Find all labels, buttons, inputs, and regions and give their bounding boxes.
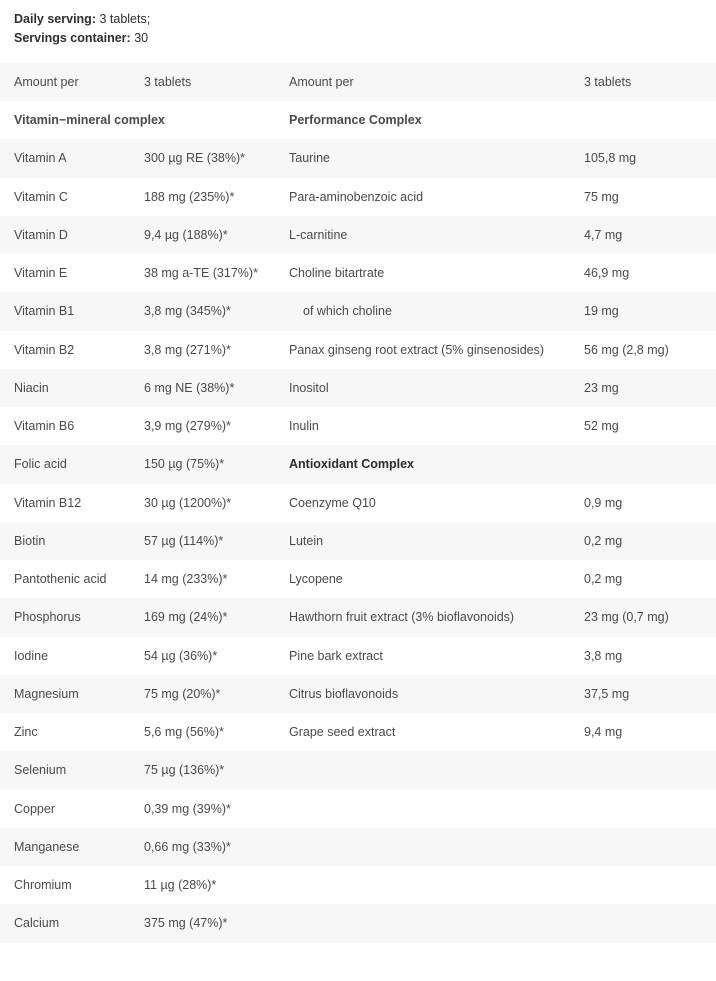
nutrient-name <box>275 790 570 828</box>
nutrient-name: Vitamin B12 <box>0 484 130 522</box>
nutrient-name: Citrus bioflavonoids <box>275 675 570 713</box>
nutrient-value <box>570 751 716 789</box>
nutrient-value: 6 mg NE (38%)* <box>130 369 275 407</box>
header-right-serving: 3 tablets <box>570 63 716 101</box>
nutrient-name: Lutein <box>275 522 570 560</box>
nutrient-value: 0,39 mg (39%)* <box>130 790 275 828</box>
nutrient-value: 19 mg <box>570 292 716 330</box>
table-row <box>0 216 716 254</box>
nutrient-name <box>275 751 570 789</box>
nutrient-value: 3,9 mg (279%)* <box>130 407 275 445</box>
table-row <box>0 331 716 369</box>
nutrient-name: Lycopene <box>275 560 570 598</box>
table-row <box>0 407 716 445</box>
nutrient-name: Taurine <box>275 139 570 177</box>
nutrient-name: Coenzyme Q10 <box>275 484 570 522</box>
nutrient-value: 188 mg (235%)* <box>130 178 275 216</box>
nutrient-value: 0,66 mg (33%)* <box>130 828 275 866</box>
table-row <box>0 598 716 636</box>
nutrient-name: Vitamin B2 <box>0 331 130 369</box>
nutrient-name: Choline bitartrate <box>275 254 570 292</box>
nutrient-value: 52 mg <box>570 407 716 445</box>
nutrient-value: 75 µg (136%)* <box>130 751 275 789</box>
nutrient-value <box>570 828 716 866</box>
nutrient-name: Biotin <box>0 522 130 560</box>
nutrient-name: Pantothenic acid <box>0 560 130 598</box>
nutrient-value: 0,2 mg <box>570 560 716 598</box>
nutrient-name: Panax ginseng root extract (5% ginsenosides) <box>275 331 570 369</box>
nutrient-value: 54 µg (36%)* <box>130 637 275 675</box>
table-row <box>0 751 716 789</box>
nutrient-name <box>275 866 570 904</box>
nutrient-value: 150 µg (75%)* <box>130 445 275 483</box>
right-group-title-2: Antioxidant Complex <box>275 445 570 483</box>
servings-container-value: 30 <box>134 31 149 46</box>
nutrient-value: 14 mg (233%)* <box>130 560 275 598</box>
nutrient-value: 375 mg (47%)* <box>130 904 275 942</box>
nutrition-table <box>0 63 716 981</box>
table-row <box>0 675 716 713</box>
table-row <box>0 828 716 866</box>
nutrient-value <box>570 866 716 904</box>
group-title-row <box>0 101 716 139</box>
nutrient-value: 105,8 mg <box>570 139 716 177</box>
nutrient-value: 56 mg (2,8 mg) <box>570 331 716 369</box>
nutrient-value: 57 µg (114%)* <box>130 522 275 560</box>
table-row <box>0 866 716 904</box>
table-row <box>0 484 716 522</box>
daily-serving-label: Daily serving: <box>14 12 96 26</box>
nutrient-value: 23 mg <box>570 369 716 407</box>
table-row <box>0 254 716 292</box>
nutrient-value: 3,8 mg (345%)* <box>130 292 275 330</box>
table-row <box>0 369 716 407</box>
nutrient-name: of which choline <box>275 292 570 330</box>
nutrient-name: Hawthorn fruit extract (3% bioflavonoids) <box>275 598 570 636</box>
nutrient-name: Vitamin A <box>0 139 130 177</box>
nutrient-value: 38 mg a-TE (317%)* <box>130 254 275 292</box>
nutrient-value: 4,7 mg <box>570 216 716 254</box>
nutrient-name: Manganese <box>0 828 130 866</box>
table-row <box>0 560 716 598</box>
nutrient-value <box>570 790 716 828</box>
nutrient-name: Pine bark extract <box>275 637 570 675</box>
nutrient-name: Magnesium <box>0 675 130 713</box>
nutrient-name: Para-aminobenzoic acid <box>275 178 570 216</box>
nutrient-name: Vitamin C <box>0 178 130 216</box>
table-row <box>0 522 716 560</box>
table-row <box>0 292 716 330</box>
nutrient-value: 11 µg (28%)* <box>130 866 275 904</box>
header-left-serving: 3 tablets <box>130 63 275 101</box>
nutrient-value: 75 mg <box>570 178 716 216</box>
nutrient-name: Copper <box>0 790 130 828</box>
table-row <box>0 904 716 942</box>
nutrient-name: Calcium <box>0 904 130 942</box>
nutrient-value: 169 mg (24%)* <box>130 598 275 636</box>
nutrient-name: Phosphorus <box>0 598 130 636</box>
nutrient-name: Grape seed extract <box>275 713 570 751</box>
table-row <box>0 637 716 675</box>
nutrient-name: Vitamin B6 <box>0 407 130 445</box>
nutrient-name: Folic acid <box>0 445 130 483</box>
nutrient-name: Niacin <box>0 369 130 407</box>
right-group-title: Performance Complex <box>275 101 716 139</box>
nutrient-name: Vitamin B1 <box>0 292 130 330</box>
nutrient-value: 0,9 mg <box>570 484 716 522</box>
nutrient-value: 5,6 mg (56%)* <box>130 713 275 751</box>
table-header-row <box>0 63 716 101</box>
nutrient-value: 9,4 mg <box>570 713 716 751</box>
nutrient-name: Zinc <box>0 713 130 751</box>
serving-info <box>0 0 716 63</box>
nutrient-name <box>275 904 570 942</box>
nutrient-name: Chromium <box>0 866 130 904</box>
nutrient-value: 75 mg (20%)* <box>130 675 275 713</box>
nutrient-name: Iodine <box>0 637 130 675</box>
nutrient-value: 3,8 mg (271%)* <box>130 331 275 369</box>
nutrient-value: 46,9 mg <box>570 254 716 292</box>
nutrient-value: 37,5 mg <box>570 675 716 713</box>
table-row-partial <box>0 943 716 981</box>
nutrient-name: Selenium <box>0 751 130 789</box>
header-right-amount: Amount per <box>275 63 570 101</box>
nutrient-value: 3,8 mg <box>570 637 716 675</box>
nutrient-value: 300 µg RE (38%)* <box>130 139 275 177</box>
nutrient-value <box>570 904 716 942</box>
table-row <box>0 445 716 483</box>
nutrient-name: Inositol <box>275 369 570 407</box>
table-row <box>0 139 716 177</box>
table-row <box>0 790 716 828</box>
left-group-title: Vitamin−mineral complex <box>0 101 275 139</box>
nutrient-name <box>275 828 570 866</box>
nutrient-value: 9,4 µg (188%)* <box>130 216 275 254</box>
servings-container-label: Servings container: <box>14 31 131 46</box>
nutrient-name: Vitamin D <box>0 216 130 254</box>
nutrient-value: 30 µg (1200%)* <box>130 484 275 522</box>
daily-serving-value: 3 tablets; <box>99 12 151 26</box>
nutrient-name: L-carnitine <box>275 216 570 254</box>
nutrient-value: 0,2 mg <box>570 522 716 560</box>
nutrient-value: 23 mg (0,7 mg) <box>570 598 716 636</box>
nutrient-name: Inulin <box>275 407 570 445</box>
nutrition-table-body <box>0 63 716 981</box>
nutrient-name: Vitamin E <box>0 254 130 292</box>
nutrient-value <box>570 445 716 483</box>
header-left-amount: Amount per <box>0 63 130 101</box>
table-row <box>0 178 716 216</box>
table-row <box>0 713 716 751</box>
